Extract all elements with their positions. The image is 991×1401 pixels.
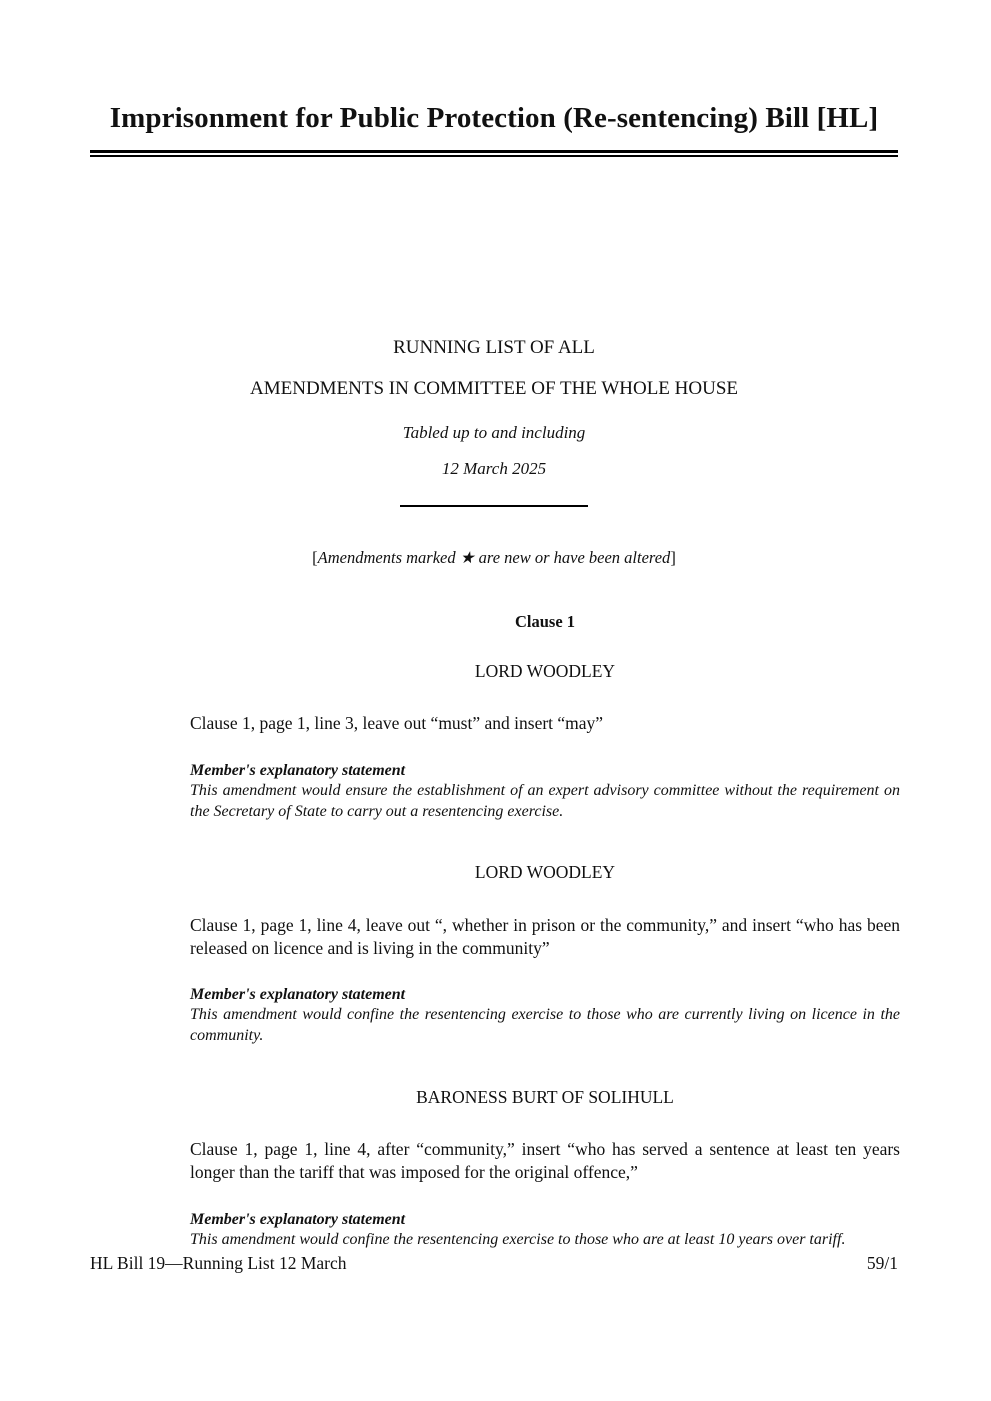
document-header <box>90 100 898 157</box>
star-note-close-bracket: ] <box>670 547 676 567</box>
member-name: LORD WOODLEY <box>474 862 616 883</box>
intro-divider-rule <box>400 505 588 507</box>
amendment-entry <box>190 1086 900 1251</box>
tabled-date: 12 March 2025 <box>441 459 547 478</box>
amendment-entry <box>190 660 900 823</box>
footer-page-number: 59/1 <box>866 1253 898 1273</box>
header-double-rule <box>90 150 898 157</box>
member-name: BARONESS BURT OF SOLIHULL <box>416 1086 674 1107</box>
footer-bill-reference: HL Bill 19—Running List 12 March <box>90 1253 347 1273</box>
document-footer <box>90 1255 898 1273</box>
amendment-text: Clause 1, page 1, line 4, leave out “, whether in prison or the community,” and insert “who has been released on licence and is living in the community” <box>190 914 900 958</box>
explanatory-statement-label: Member's explanatory statement <box>190 1210 406 1228</box>
running-list-line-1: RUNNING LIST OF ALL <box>393 337 595 358</box>
header-rule-thin <box>90 155 898 157</box>
explanatory-statement-text: This amendment would confine the resentencing exercise to those who are at least 10 years over tariff. <box>190 1230 846 1248</box>
amendments-body <box>190 614 900 1251</box>
explanatory-statement-text: This amendment would confine the resentencing exercise to those who are currently living on licence in the community. <box>190 1006 900 1045</box>
amendment-text: Clause 1, page 1, line 3, leave out “must” and insert “may” <box>190 713 604 733</box>
intro-block <box>90 338 898 566</box>
clause-heading: Clause 1 <box>514 612 576 631</box>
page-title: Imprisonment for Public Protection (Re-sentencing) Bill [HL] <box>109 102 879 134</box>
amendment-text: Clause 1, page 1, line 4, after “community,” insert “who has served a sentence at least ten years longer than the tariff that was imposed for the original offence,” <box>190 1139 900 1183</box>
star-note-open-bracket: [ <box>312 547 318 567</box>
running-list-line-2: AMENDMENTS IN COMMITTEE OF THE WHOLE HOUSE <box>250 378 738 399</box>
amendment-entry <box>190 864 900 1047</box>
member-name: LORD WOODLEY <box>474 660 616 681</box>
tabled-label: Tabled up to and including <box>402 423 586 442</box>
star-note-text: Amendments marked ★ are new or have been altered <box>317 547 671 567</box>
explanatory-statement-label: Member's explanatory statement <box>190 986 406 1004</box>
explanatory-statement-label: Member's explanatory statement <box>190 761 406 779</box>
explanatory-statement-text: This amendment would ensure the establishment of an expert advisory committee without the requirement on the Secretary of State to carry out a resentencing exercise. <box>190 781 900 820</box>
star-legend-note <box>90 547 898 567</box>
